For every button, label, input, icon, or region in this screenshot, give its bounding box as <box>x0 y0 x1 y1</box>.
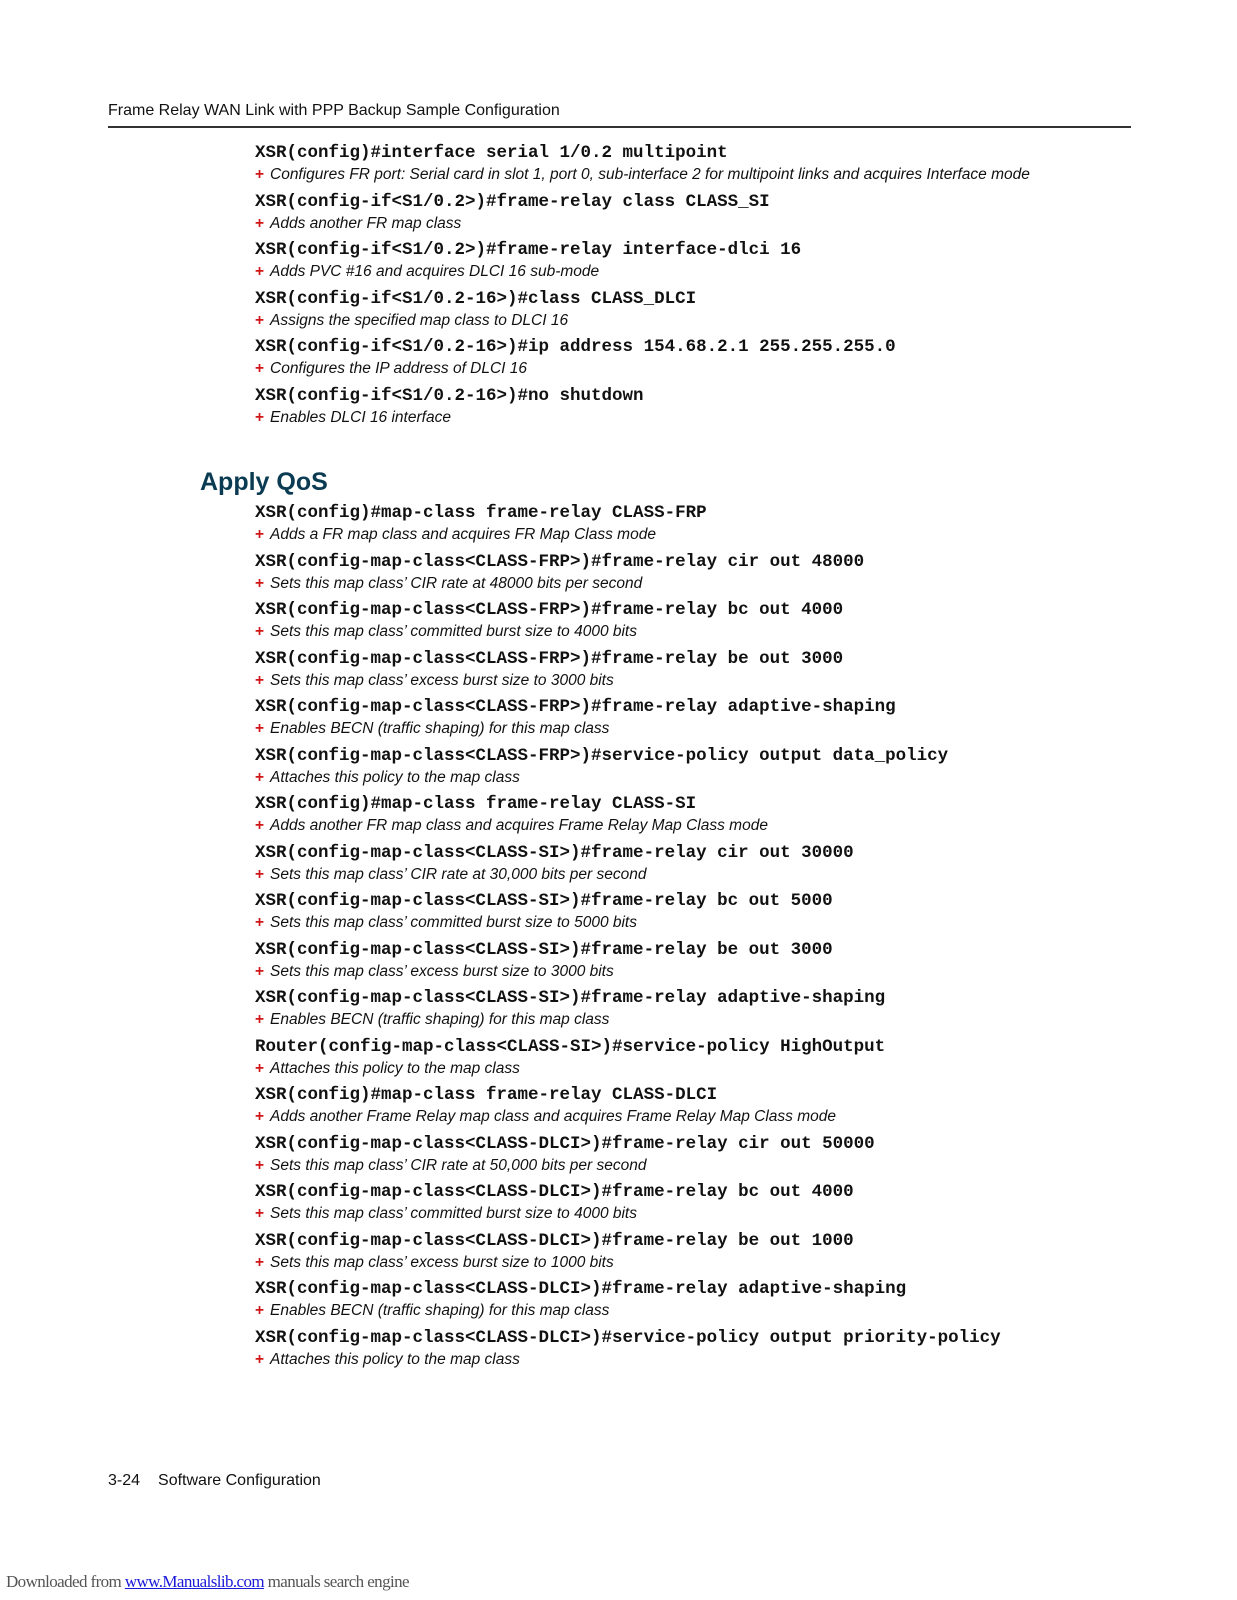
command-description <box>255 1253 1001 1278</box>
bullet-plus: + <box>255 720 265 737</box>
description-text: Sets this map class’ CIR rate at 50,000 bits per second <box>270 1156 647 1174</box>
command-line: XSR(config-map-class<CLASS-DLCI>)#frame-relay bc out 4000 <box>255 1182 854 1202</box>
description-text: Configures the IP address of DLCI 16 <box>270 360 528 377</box>
description-text: Sets this map class’ excess burst size to 1000 bits <box>270 1253 614 1271</box>
command-description <box>255 768 1001 793</box>
description-text: Sets this map class’ CIR rate at 48000 bits per second <box>270 574 643 592</box>
bullet-plus: + <box>255 1253 265 1271</box>
command-line: XSR(config-if<S1/0.2>)#frame-relay class CLASS_SI <box>255 191 770 212</box>
command-line: XSR(config)#interface serial 1/0.2 multipoint <box>255 143 728 163</box>
description-text: Assigns the specified map class to DLCI 16 <box>270 311 569 329</box>
command-line: XSR(config-if<S1/0.2-16>)#class CLASS_DLCI <box>255 288 697 309</box>
command-description <box>255 359 1030 384</box>
command-line: XSR(config-map-class<CLASS-DLCI>)#frame-relay cir out 50000 <box>255 1133 875 1154</box>
command-description <box>255 574 1001 599</box>
bullet-plus: + <box>255 574 265 592</box>
description-text: Adds PVC #16 and acquires DLCI 16 sub-mode <box>270 263 600 280</box>
command-line: XSR(config)#map-class frame-relay CLASS-FRP <box>255 503 707 523</box>
chapter-title: Software Configuration <box>158 1472 321 1489</box>
description-text: Sets this map class’ excess burst size to 3000 bits <box>270 962 614 980</box>
bullet-plus: + <box>255 360 265 377</box>
description-text: Adds a FR map class and acquires FR Map Class mode <box>270 526 656 543</box>
description-text: Sets this map class’ committed burst size to 4000 bits <box>270 623 637 640</box>
bullet-plus: + <box>255 671 265 689</box>
command-description <box>255 913 1001 938</box>
command-line: XSR(config-map-class<CLASS-DLCI>)#frame-relay adaptive-shaping <box>255 1279 907 1299</box>
command-description <box>255 525 1001 550</box>
download-prefix: Downloaded from <box>6 1572 125 1591</box>
section-heading: Apply QoS <box>200 468 328 496</box>
command-line: XSR(config)#map-class frame-relay CLASS-SI <box>255 794 697 814</box>
bullet-plus: + <box>255 1108 265 1125</box>
page-footer <box>108 1472 321 1490</box>
command-line: XSR(config-map-class<CLASS-FRP>)#frame-relay be out 3000 <box>255 648 844 669</box>
command-line: XSR(config-map-class<CLASS-SI>)#frame-relay cir out 30000 <box>255 842 854 863</box>
running-header: Frame Relay WAN Link with PPP Backup Sample Configuration <box>108 102 560 119</box>
bullet-plus: + <box>255 914 265 931</box>
command-line: XSR(config-map-class<CLASS-SI>)#frame-relay be out 3000 <box>255 939 833 960</box>
description-text: Configures FR port: Serial card in slot 1, port 0, sub-interface 2 for multipoint links and acquires Interface mode <box>270 166 1030 183</box>
bullet-plus: + <box>255 1302 265 1319</box>
bullet-plus: + <box>255 1156 265 1174</box>
bullet-plus: + <box>255 962 265 980</box>
download-notice <box>6 1572 409 1592</box>
bullet-plus: + <box>255 865 265 883</box>
bullet-plus: + <box>255 166 265 183</box>
command-description <box>255 1204 1001 1229</box>
bullet-plus: + <box>255 526 265 543</box>
bullet-plus: + <box>255 1011 265 1028</box>
command-description <box>255 1010 1001 1035</box>
page-number: 3-24 <box>108 1472 141 1489</box>
description-text: Sets this map class’ excess burst size to 3000 bits <box>270 671 614 689</box>
command-description <box>255 1059 1001 1084</box>
bullet-plus: + <box>255 408 265 426</box>
command-line: XSR(config-map-class<CLASS-DLCI>)#frame-relay be out 1000 <box>255 1230 854 1251</box>
description-text: Adds another FR map class and acquires Frame Relay Map Class mode <box>270 817 768 834</box>
command-description <box>255 865 1001 890</box>
command-description <box>255 816 1001 841</box>
command-description <box>255 262 1030 287</box>
description-text: Enables BECN (traffic shaping) for this map class <box>270 720 610 737</box>
command-line: Router(config-map-class<CLASS-SI>)#service-policy HighOutput <box>255 1036 886 1057</box>
description-text: Enables BECN (traffic shaping) for this map class <box>270 1302 610 1319</box>
download-suffix: manuals search engine <box>264 1572 409 1591</box>
description-text: Attaches this policy to the map class <box>270 768 520 786</box>
command-description <box>255 622 1001 647</box>
command-line: XSR(config-map-class<CLASS-FRP>)#frame-relay bc out 4000 <box>255 600 844 620</box>
bullet-plus: + <box>255 817 265 834</box>
command-description <box>255 719 1001 744</box>
description-text: Enables BECN (traffic shaping) for this map class <box>270 1011 610 1028</box>
command-line: XSR(config-if<S1/0.2>)#frame-relay interface-dlci 16 <box>255 240 802 260</box>
command-line: XSR(config-map-class<CLASS-FRP>)#frame-relay adaptive-shaping <box>255 697 896 717</box>
description-text: Sets this map class’ committed burst size to 4000 bits <box>270 1205 637 1222</box>
qos-command-list <box>255 501 1001 1374</box>
bullet-plus: + <box>255 214 265 232</box>
bullet-plus: + <box>255 623 265 640</box>
command-line: XSR(config-if<S1/0.2-16>)#ip address 154.68.2.1 255.255.255.0 <box>255 337 896 357</box>
description-text: Attaches this policy to the map class <box>270 1059 520 1077</box>
command-description <box>255 214 1030 239</box>
manualslib-link[interactable]: www.Manualslib.com <box>124 1572 265 1591</box>
bullet-plus: + <box>255 1059 265 1077</box>
command-line: XSR(config-map-class<CLASS-SI>)#frame-relay adaptive-shaping <box>255 988 886 1008</box>
header-rule <box>108 126 1131 128</box>
command-line: XSR(config-map-class<CLASS-SI>)#frame-relay bc out 5000 <box>255 891 833 911</box>
command-line: XSR(config)#map-class frame-relay CLASS-DLCI <box>255 1085 718 1105</box>
command-description <box>255 1156 1001 1181</box>
command-line: XSR(config-if<S1/0.2-16>)#no shutdown <box>255 385 644 406</box>
command-description <box>255 1301 1001 1326</box>
description-text: Attaches this policy to the map class <box>270 1350 520 1368</box>
bullet-plus: + <box>255 768 265 786</box>
command-line: XSR(config-map-class<CLASS-FRP>)#frame-relay cir out 48000 <box>255 551 865 572</box>
description-text: Enables DLCI 16 interface <box>270 408 451 426</box>
command-line: XSR(config-map-class<CLASS-DLCI>)#service-policy output priority-policy <box>255 1327 1001 1348</box>
command-description <box>255 1350 1001 1375</box>
bullet-plus: + <box>255 263 265 280</box>
bullet-plus: + <box>255 1205 265 1222</box>
description-text: Sets this map class’ CIR rate at 30,000 bits per second <box>270 865 647 883</box>
command-description <box>255 408 1030 433</box>
command-description <box>255 311 1030 336</box>
description-text: Adds another Frame Relay map class and acquires Frame Relay Map Class mode <box>270 1108 836 1125</box>
command-description <box>255 671 1001 696</box>
bullet-plus: + <box>255 1350 265 1368</box>
interface-command-list <box>255 141 1030 432</box>
bullet-plus: + <box>255 311 265 329</box>
command-line: XSR(config-map-class<CLASS-FRP>)#service-policy output data_policy <box>255 745 949 766</box>
command-description <box>255 165 1030 190</box>
description-text: Adds another FR map class <box>270 214 462 232</box>
command-description <box>255 962 1001 987</box>
description-text: Sets this map class’ committed burst size to 5000 bits <box>270 914 637 931</box>
command-description <box>255 1107 1001 1132</box>
